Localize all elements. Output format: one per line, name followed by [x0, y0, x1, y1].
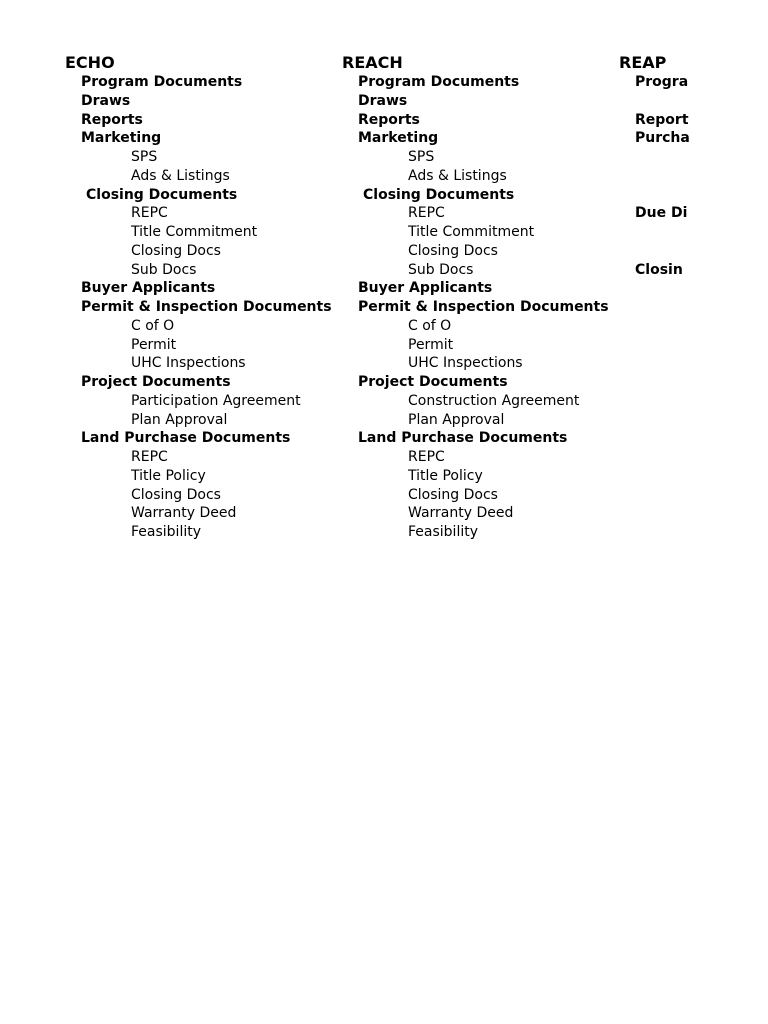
reach-row-list — [342, 73, 618, 542]
echo-folder-subitem: SPS — [131, 149, 158, 165]
reach-folder-heading: Draws — [358, 92, 408, 109]
echo-folder-subitem: Title Policy — [131, 467, 206, 484]
echo-folder-subitem: Title Commitment — [131, 224, 258, 240]
echo-folder-heading: Closing Documents — [86, 186, 238, 203]
echo-folder-subitem: Feasibility — [131, 524, 201, 540]
reach-folder-subitem: UHC Inspections — [408, 355, 523, 372]
reap-folder-heading: Progra — [635, 74, 689, 90]
reach-folder-subitem: Construction Agreement — [408, 392, 580, 409]
echo-folder-heading: Draws — [81, 92, 131, 109]
echo-folder-subitem: Participation Agreement — [131, 392, 301, 409]
reach-folder-heading: Permit & Inspection Documents — [358, 299, 609, 315]
reap-folder-heading: Report — [635, 111, 689, 128]
reap-column-title: REAP — [619, 53, 667, 72]
echo-row-list — [65, 73, 341, 542]
echo-column-title: ECHO — [65, 53, 115, 72]
echo-folder-heading: Buyer Applicants — [81, 280, 216, 297]
echo-folder-subitem: Warranty Deed — [131, 505, 237, 522]
reap-blank-row — [619, 148, 684, 167]
reach-folder-subitem: C of O — [408, 317, 452, 334]
reap-blank-row — [619, 186, 684, 205]
echo-folder-heading: Marketing — [81, 130, 162, 147]
echo-column — [65, 52, 341, 542]
reach-folder-heading: Buyer Applicants — [358, 280, 493, 297]
echo-folder-subitem: UHC Inspections — [131, 355, 246, 372]
reach-folder-heading: Marketing — [358, 130, 439, 147]
echo-folder-subitem: REPC — [131, 205, 168, 222]
reap-blank-row — [619, 242, 684, 261]
echo-folder-heading: Reports — [81, 111, 143, 128]
echo-folder-subitem: Plan Approval — [131, 411, 228, 428]
reach-folder-subitem: REPC — [408, 205, 445, 222]
reach-folder-subitem: Sub Docs — [408, 261, 474, 278]
reach-folder-subitem: REPC — [408, 449, 445, 465]
reach-folder-subitem: Feasibility — [408, 524, 478, 540]
reach-folder-heading: Program Documents — [358, 74, 520, 90]
echo-folder-heading: Land Purchase Documents — [81, 430, 291, 447]
reap-blank-row — [619, 223, 684, 242]
echo-folder-subitem: Closing Docs — [131, 486, 221, 503]
reap-blank-row — [619, 92, 684, 111]
reach-folder-subitem: Title Policy — [408, 467, 483, 484]
echo-folder-heading: Project Documents — [81, 374, 231, 390]
reach-folder-subitem: Title Commitment — [408, 224, 535, 240]
echo-folder-subitem: Closing Docs — [131, 242, 221, 259]
echo-folder-subitem: Sub Docs — [131, 261, 197, 278]
reach-folder-subitem: Plan Approval — [408, 411, 505, 428]
echo-folder-heading: Program Documents — [81, 74, 243, 90]
reap-row-list — [619, 73, 690, 279]
reach-folder-subitem: Permit — [408, 336, 454, 353]
reap-folder-heading: Closin — [635, 261, 683, 278]
reach-column-title: REACH — [342, 53, 403, 72]
echo-folder-subitem: Permit — [131, 336, 177, 353]
reach-folder-heading: Reports — [358, 111, 420, 128]
echo-folder-heading: Permit & Inspection Documents — [81, 299, 332, 315]
echo-folder-subitem: Ads & Listings — [131, 167, 230, 184]
reach-folder-subitem: SPS — [408, 149, 435, 165]
reach-folder-heading: Closing Documents — [363, 186, 515, 203]
reach-folder-subitem: Closing Docs — [408, 242, 498, 259]
reap-folder-heading: Due Di — [635, 205, 688, 222]
reach-folder-subitem: Ads & Listings — [408, 167, 507, 184]
reach-folder-heading: Project Documents — [358, 374, 508, 390]
reach-column — [342, 52, 618, 542]
reap-folder-heading: Purcha — [635, 130, 690, 147]
reach-folder-subitem: Warranty Deed — [408, 505, 514, 522]
echo-folder-subitem: REPC — [131, 449, 168, 465]
reap-blank-row — [619, 167, 684, 186]
reach-folder-subitem: Closing Docs — [408, 486, 498, 503]
reap-column — [619, 52, 690, 279]
reach-folder-heading: Land Purchase Documents — [358, 430, 568, 447]
echo-folder-subitem: C of O — [131, 317, 175, 334]
